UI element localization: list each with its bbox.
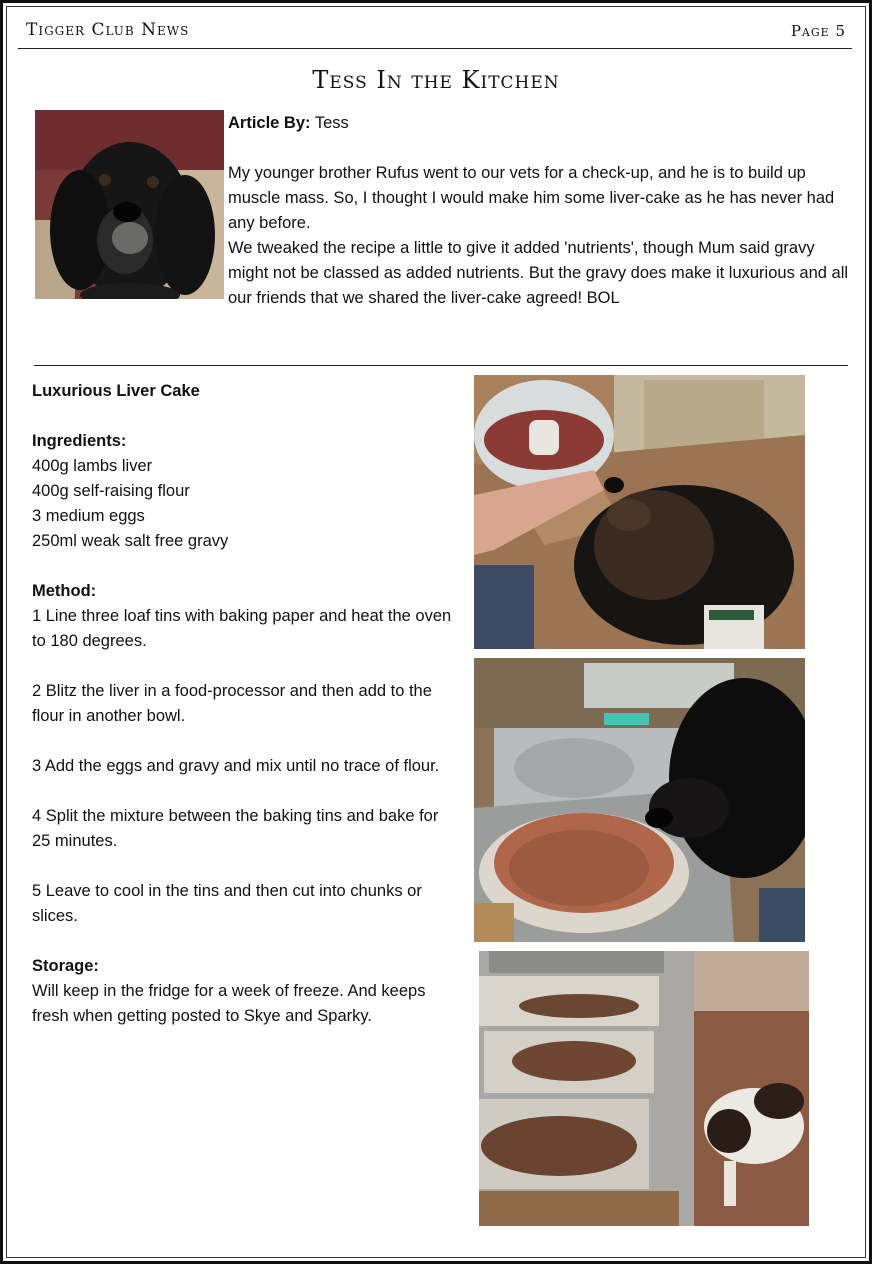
recipe — [32, 379, 452, 1029]
section-divider — [34, 365, 848, 366]
liver-cakes-tins-photo — [479, 951, 809, 1226]
intro-paragraph-2: We tweaked the recipe a little to give it added 'nutrients', though Mum said gravy might not be classed as added nutrients. But the gravy does make it luxurious and all our friends that we shared the liver-cake agreed! BOL — [228, 239, 849, 307]
method-step: 3 Add the eggs and gravy and mix until no trace of flour. — [32, 757, 440, 775]
ingredient-item: 3 medium eggs — [32, 507, 145, 525]
byline — [228, 111, 853, 136]
publication-name: Tigger Club News — [26, 20, 190, 40]
ingredient-item: 250ml weak salt free gravy — [32, 532, 229, 550]
ingredient-item: 400g self-raising flour — [32, 482, 190, 500]
method-step: 5 Leave to cool in the tins and then cut into chunks or slices. — [32, 882, 422, 925]
tess-portrait-photo — [35, 110, 224, 299]
method-step: 1 Line three loaf tins with baking paper and heat the oven to 180 degrees. — [32, 607, 452, 650]
byline-label: Article By: — [228, 114, 311, 132]
method-label: Method: — [32, 582, 97, 600]
method-step: 2 Blitz the liver in a food-processor and then add to the flour in another bowl. — [32, 682, 432, 725]
food-processor-dog-photo — [474, 375, 805, 649]
recipe-name: Luxurious Liver Cake — [32, 382, 200, 400]
byline-name: Tess — [314, 114, 349, 132]
ingredient-item: 400g lambs liver — [32, 457, 153, 475]
article-intro — [228, 111, 853, 311]
mixing-bowl-dog-photo — [474, 658, 805, 942]
page-number: Page 5 — [790, 22, 846, 40]
storage-text: Will keep in the fridge for a week of freeze. And keeps fresh when getting posted to Skye and Sparky. — [32, 982, 426, 1025]
article-title: Tess In the Kitchen — [312, 66, 560, 94]
ingredients-label: Ingredients: — [32, 432, 127, 450]
header-rule — [18, 48, 852, 49]
storage-label: Storage: — [32, 957, 99, 975]
method-step: 4 Split the mixture between the baking tins and bake for 25 minutes. — [32, 807, 439, 850]
intro-paragraph-1: My younger brother Rufus went to our vets for a check-up, and he is to build up muscle mass. So, I thought I would make him some liver-cake as he has never had any before. — [228, 164, 835, 232]
